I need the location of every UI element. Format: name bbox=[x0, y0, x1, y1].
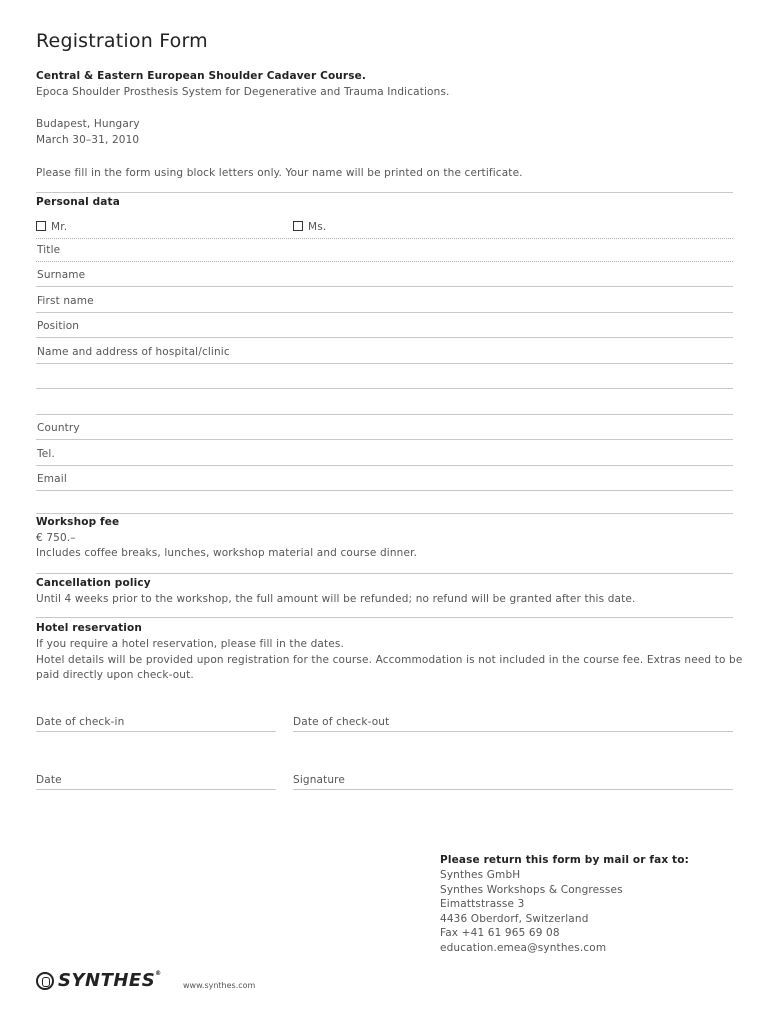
return-address-line: Synthes GmbH bbox=[440, 869, 521, 881]
position-field[interactable] bbox=[36, 316, 733, 338]
return-email: education.emea@synthes.com bbox=[440, 942, 607, 954]
course-subtitle: Epoca Shoulder Prosthesis System for Degenerative and Trauma Indications. bbox=[36, 86, 450, 98]
date-field[interactable] bbox=[36, 789, 276, 790]
divider bbox=[36, 513, 733, 514]
hospital-field-line bbox=[36, 388, 733, 389]
divider bbox=[36, 192, 733, 193]
registered-mark: ® bbox=[155, 970, 162, 977]
hospital-field[interactable] bbox=[36, 342, 733, 364]
course-title: Central & Eastern European Shoulder Cadaver Course. bbox=[36, 70, 367, 82]
workshop-fee-heading: Workshop fee bbox=[36, 516, 120, 528]
checkout-field[interactable] bbox=[293, 731, 733, 732]
email-field-line bbox=[36, 490, 733, 491]
fill-instructions: Please fill in the form using block letters only. Your name will be printed on the certificate. bbox=[36, 167, 523, 179]
return-address-line: Eimattstrasse 3 bbox=[440, 898, 525, 910]
workshop-fee-includes: Includes coffee breaks, lunches, workshop material and course dinner. bbox=[36, 547, 418, 559]
course-location: Budapest, Hungary bbox=[36, 118, 140, 130]
hospital-field-line bbox=[36, 414, 733, 415]
synthes-logo-icon bbox=[36, 972, 54, 990]
surname-field-label: Surname bbox=[37, 269, 86, 281]
mr-option[interactable] bbox=[36, 221, 67, 233]
position-field-label: Position bbox=[37, 320, 80, 332]
synthes-logo-text: SYNTHES bbox=[58, 970, 156, 991]
divider bbox=[36, 238, 733, 239]
personal-data-heading: Personal data bbox=[36, 196, 120, 208]
return-fax: Fax +41 61 965 69 08 bbox=[440, 927, 560, 939]
hotel-text-line-2: Hotel details will be provided upon registration for the course. Accommodation is not included in the course fee. Extras need to be bbox=[36, 654, 743, 666]
page-title: Registration Form bbox=[36, 30, 208, 52]
ms-option[interactable] bbox=[293, 221, 326, 233]
hotel-text-line-3: paid directly upon check-out. bbox=[36, 669, 194, 681]
first-name-field[interactable] bbox=[36, 291, 733, 313]
checkin-field[interactable] bbox=[36, 731, 276, 732]
title-field-line bbox=[36, 261, 733, 262]
return-heading: Please return this form by mail or fax to: bbox=[440, 854, 689, 866]
workshop-fee-amount: € 750.– bbox=[36, 532, 76, 544]
hospital-field-label: Name and address of hospital/clinic bbox=[37, 346, 230, 358]
signature-field[interactable] bbox=[293, 789, 733, 790]
surname-field-line bbox=[36, 286, 733, 287]
first-name-field-label: First name bbox=[37, 295, 94, 307]
synthes-logo bbox=[36, 970, 162, 991]
hotel-text-line-1: If you require a hotel reservation, please fill in the dates. bbox=[36, 638, 344, 650]
tel-field[interactable] bbox=[36, 444, 733, 466]
email-field-label: Email bbox=[37, 473, 67, 485]
divider bbox=[36, 617, 733, 618]
country-field-line bbox=[36, 439, 733, 440]
surname-field[interactable] bbox=[36, 265, 733, 287]
return-address-line: Synthes Workshops & Congresses bbox=[440, 884, 623, 896]
date-label: Date bbox=[36, 774, 62, 786]
ms-label: Ms. bbox=[308, 221, 327, 233]
position-field-line bbox=[36, 337, 733, 338]
email-field[interactable] bbox=[36, 469, 733, 491]
hospital-field-line-3[interactable] bbox=[36, 393, 733, 415]
cancellation-text: Until 4 weeks prior to the workshop, the full amount will be refunded; no refund will be granted after this date. bbox=[36, 593, 636, 605]
title-field-label: Title bbox=[37, 244, 61, 256]
website-url[interactable]: www.synthes.com bbox=[183, 981, 256, 990]
hospital-field-line-2[interactable] bbox=[36, 367, 733, 389]
signature-label: Signature bbox=[293, 774, 346, 786]
cancellation-heading: Cancellation policy bbox=[36, 577, 151, 589]
country-field-label: Country bbox=[37, 422, 80, 434]
divider bbox=[36, 573, 733, 574]
hotel-heading: Hotel reservation bbox=[36, 622, 143, 634]
tel-field-label: Tel. bbox=[37, 448, 55, 460]
mr-checkbox[interactable] bbox=[36, 221, 46, 231]
country-field[interactable] bbox=[36, 418, 733, 440]
ms-checkbox[interactable] bbox=[293, 221, 303, 231]
checkin-label: Date of check-in bbox=[36, 716, 125, 728]
tel-field-line bbox=[36, 465, 733, 466]
hospital-field-line bbox=[36, 363, 733, 364]
return-address-line: 4436 Oberdorf, Switzerland bbox=[440, 913, 589, 925]
title-field[interactable] bbox=[36, 240, 733, 262]
checkout-label: Date of check-out bbox=[293, 716, 390, 728]
mr-label: Mr. bbox=[51, 221, 68, 233]
first-name-field-line bbox=[36, 312, 733, 313]
course-dates: March 30–31, 2010 bbox=[36, 134, 140, 146]
